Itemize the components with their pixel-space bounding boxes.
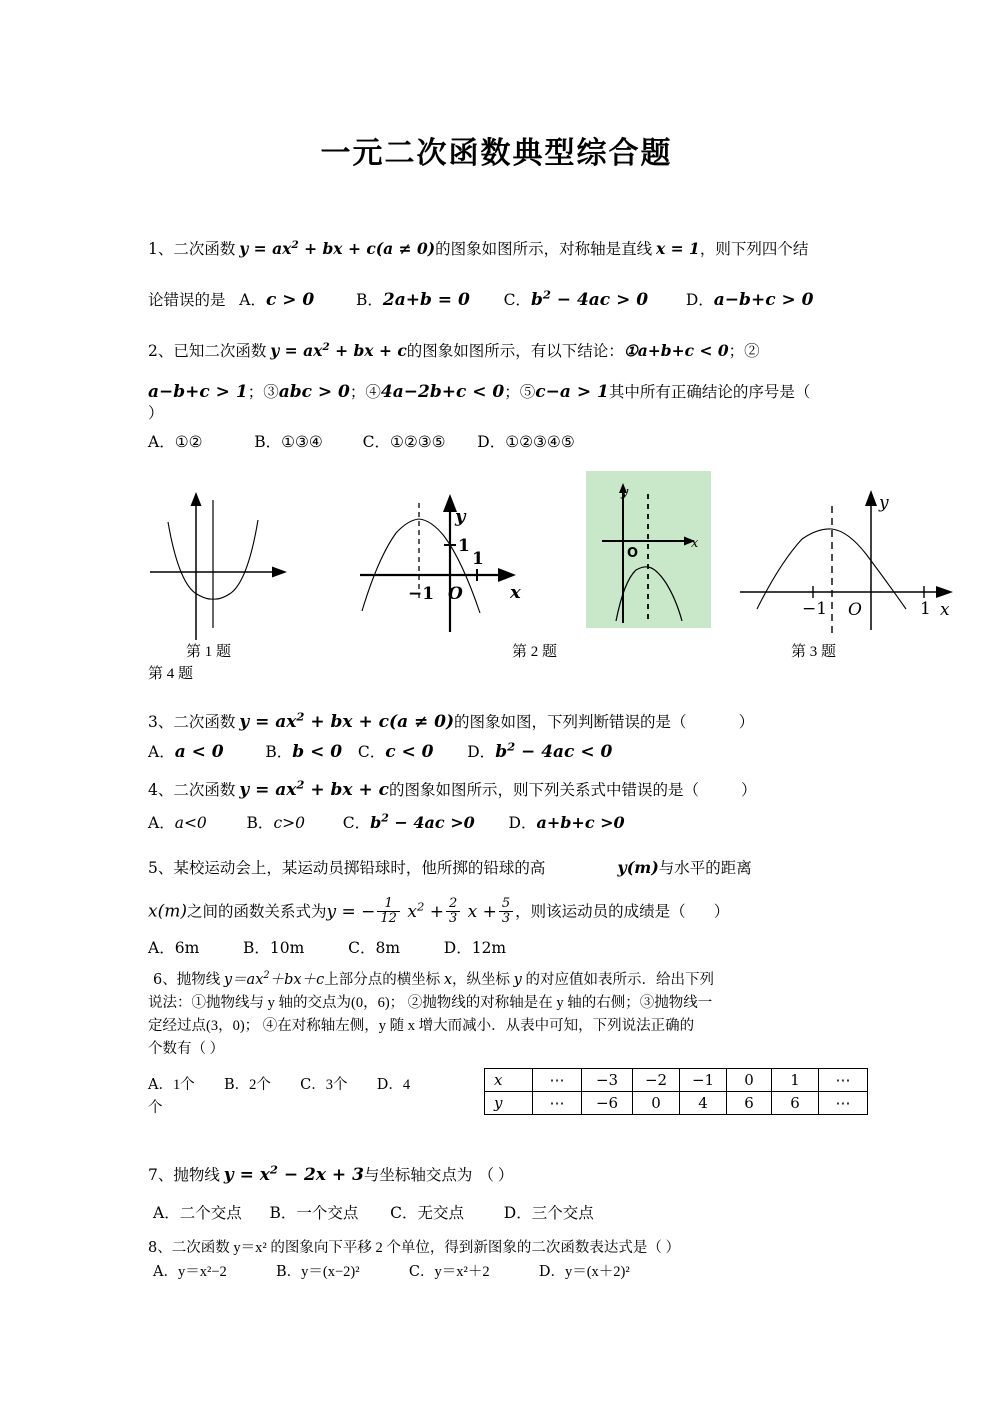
svg-text:O: O <box>627 546 639 561</box>
question-3-stem-a: 二次函数 <box>173 714 240 731</box>
table-cell: 1 <box>772 1069 819 1092</box>
question-2-option-a-text[interactable]: ①② <box>174 434 203 451</box>
question-3-option-a-label[interactable]: A． <box>148 743 175 761</box>
question-6-stem-line4: 个数有（ ） <box>148 1041 225 1057</box>
question-4-number: 4、 <box>148 781 174 799</box>
table-cell: 0 <box>633 1092 680 1115</box>
question-5-option-d-label[interactable]: D． <box>443 939 472 957</box>
question-3-formula: $y = ax^2$ + bx + c(a ≠ 0) <box>239 709 455 732</box>
question-5-option-b-text[interactable]: 10m <box>269 939 305 957</box>
question-5-stem-line2 <box>148 898 729 926</box>
question-2-concl-5: c−a > 1 <box>535 382 609 402</box>
question-1-stem <box>148 236 848 263</box>
question-6-line1-c: ，纵坐标 <box>452 972 514 988</box>
question-2-option-d-text[interactable]: ①②③④⑤ <box>505 434 575 451</box>
question-3-option-d-text[interactable]: $b^2 - 4ac < 0$ <box>495 739 613 762</box>
question-6-option-c-label[interactable]: C． <box>300 1077 326 1093</box>
question-8-option-b-label[interactable]: B． <box>276 1264 302 1280</box>
question-5-stem-c: 之间的函数关系式为 <box>186 903 327 921</box>
question-8-stem <box>148 1238 680 1258</box>
question-4-option-c-label[interactable]: C． <box>342 814 371 832</box>
question-5-stem-a: 某校运动会上，某运动员掷铅球时，他所掷的铅球的高 <box>173 860 546 877</box>
question-3-option-d-label[interactable]: D． <box>467 743 496 761</box>
question-1-option-b-label[interactable]: B． <box>356 291 383 309</box>
svg-text:x: x <box>940 600 950 620</box>
question-6-option-a-text[interactable]: 1个 <box>172 1077 195 1093</box>
question-5-option-b-label[interactable]: B． <box>243 939 270 957</box>
question-2-concl-3: abc > 0 <box>278 382 350 402</box>
question-5-option-c-label[interactable]: C． <box>348 939 376 957</box>
question-6-stem-line3: 定经过点(3，0)； ④在对称轴左侧，y 随 x 增大而减小．从表中可知，下列说法正确的 <box>148 1018 695 1034</box>
question-4-option-c-text[interactable]: $b^2 - 4ac >0$ <box>370 811 475 832</box>
question-4-stem <box>148 777 757 801</box>
question-6-data-table <box>484 1068 868 1115</box>
svg-text:1: 1 <box>920 599 931 619</box>
question-7-stem-c: （ ） <box>478 1167 514 1184</box>
question-3-option-a-text[interactable]: a < 0 <box>174 742 224 762</box>
question-6-stem-line1 <box>153 970 714 990</box>
question-2-sep-4: ；⑤ <box>504 383 536 401</box>
question-2-option-c-text[interactable]: ①②③⑤ <box>389 434 446 451</box>
question-6-option-b-label[interactable]: B． <box>223 1077 250 1093</box>
question-1-stem-d: 论错误的是 <box>148 292 226 309</box>
question-6-line1-b: 上部分点的横坐标 <box>324 972 444 988</box>
question-2-sep-2: ；③ <box>247 383 279 401</box>
question-7-option-b-label[interactable]: B． <box>269 1204 297 1222</box>
page-title: 一元二次函数典型综合题 <box>320 136 673 171</box>
question-4-option-d-text[interactable]: a+b+c >0 <box>536 813 625 832</box>
svg-text:O: O <box>448 584 463 604</box>
question-2-option-b-text[interactable]: ①③④ <box>281 434 323 451</box>
question-6-option-d-label[interactable]: D． <box>376 1077 403 1093</box>
question-7-option-a-label[interactable]: A． <box>153 1204 180 1222</box>
figure-1-parabola-up <box>150 480 295 640</box>
question-7-option-c-text[interactable]: 无交点 <box>417 1205 465 1222</box>
question-8-option-a-text[interactable]: y＝x²−2 <box>177 1264 227 1280</box>
table-cell: −1 <box>680 1069 727 1092</box>
question-5-frac1-den: 12 <box>380 910 397 926</box>
question-2-conclusions <box>148 382 810 402</box>
question-5-frac2-num: 2 <box>446 897 460 912</box>
question-3-options <box>148 739 613 763</box>
question-7-option-d-label[interactable]: D． <box>503 1204 532 1222</box>
question-6-options-overflow: 个 <box>148 1100 163 1116</box>
figure-4-parabola-down-below-axis <box>586 471 711 628</box>
question-6-var-x: x <box>443 972 453 988</box>
question-7-option-d-text[interactable]: 三个交点 <box>531 1205 594 1222</box>
question-1-formula: $y = ax^2$ + bx + c(a ≠ 0) <box>239 238 436 258</box>
question-6-option-b-text[interactable]: 2个 <box>249 1077 271 1093</box>
question-1-option-d-label[interactable]: D． <box>685 291 714 309</box>
question-3-stem-c: ） <box>738 714 755 731</box>
question-4-stem-a: 二次函数 <box>173 782 240 799</box>
question-1-option-c-text[interactable]: $b^2 - 4ac > 0$ <box>530 287 649 310</box>
question-8-stem-a: 二次函数 y＝x² 的图象向下平移 2 个单位，得到新图象的二次函数表达式是（ ） <box>171 1240 680 1256</box>
question-4-stem-c: ） <box>741 782 757 799</box>
question-6-option-c-text[interactable]: 3个 <box>325 1077 348 1093</box>
question-4-options <box>148 813 625 834</box>
svg-text:x: x <box>691 536 699 551</box>
question-5-option-a-label[interactable]: A． <box>148 939 175 957</box>
question-4-option-d-label[interactable]: D． <box>508 814 537 832</box>
table-row-header-y: y <box>485 1092 533 1115</box>
question-6-options <box>148 1075 410 1095</box>
table-cell: −6 <box>582 1092 633 1115</box>
question-1-option-a-text[interactable]: c > 0 <box>265 290 315 310</box>
question-8-option-c-label[interactable]: C． <box>408 1264 435 1280</box>
table-cell: 6 <box>772 1092 819 1115</box>
question-4-option-a-label[interactable]: A． <box>148 814 175 832</box>
question-3-option-c-label[interactable]: C． <box>357 743 386 761</box>
question-8-option-d-text[interactable]: y＝(x＋2)² <box>564 1264 630 1280</box>
svg-text:y: y <box>455 506 466 527</box>
figure-3-caption: 第 3 题 <box>791 644 837 660</box>
question-1-stem-c: ，则下列四个结 <box>699 241 809 258</box>
svg-text:y: y <box>621 485 629 500</box>
svg-text:O: O <box>848 600 862 620</box>
question-5-number: 5、 <box>148 859 174 877</box>
question-1-option-b-text[interactable]: 2a+b = 0 <box>382 290 470 310</box>
figure-2-caption: 第 2 题 <box>512 644 558 660</box>
question-1-axis: x = 1 <box>655 239 700 258</box>
table-cell: ⋯ <box>533 1069 582 1092</box>
table-cell: −3 <box>582 1069 633 1092</box>
question-2-stem-b: 的图象如图所示，有以下结论： <box>406 343 624 360</box>
question-2-stem <box>148 338 848 365</box>
question-2-options <box>148 432 575 453</box>
question-7-option-a-text[interactable]: 二个交点 <box>179 1205 242 1222</box>
question-6-number: 6、 <box>153 972 177 988</box>
question-3-option-b-label[interactable]: B． <box>265 743 293 761</box>
figure-4-caption: 第 4 题 <box>148 666 194 682</box>
svg-text:1: 1 <box>458 536 470 556</box>
question-4-stem-b: 的图象如图所示，则下列关系式中错误的是（ <box>389 782 700 799</box>
figure-1-caption: 第 1 题 <box>186 644 232 660</box>
svg-text:1: 1 <box>472 549 484 569</box>
question-8-number: 8、 <box>148 1240 172 1256</box>
table-cell: 4 <box>680 1092 727 1115</box>
question-8-option-d-label[interactable]: D． <box>538 1264 565 1280</box>
question-2-formula: $y = ax^2$ + bx + c <box>270 340 407 360</box>
question-5-stem-line1 <box>148 858 752 879</box>
question-4-option-b-label[interactable]: B． <box>246 814 274 832</box>
question-6-var-y: y <box>513 972 522 988</box>
question-1-option-a-label[interactable]: A． <box>239 291 266 309</box>
question-7-number: 7、 <box>148 1166 174 1184</box>
question-6-line1-d: 的对应值如表所示．给出下列 <box>521 972 714 988</box>
question-2-option-d-label[interactable]: D． <box>477 433 506 451</box>
question-5-stem-d: ，则该运动员的成绩是（ <box>515 903 686 921</box>
question-5-option-d-text[interactable]: 12m <box>471 939 507 957</box>
table-cell: ⋯ <box>533 1092 582 1115</box>
question-6-line1-a: 抛物线 <box>176 972 224 988</box>
question-5-stem-b: 与水平的距离 <box>658 860 752 877</box>
table-row-header-x: x <box>485 1069 533 1092</box>
question-2-concl-1: ①a+b+c < 0 <box>623 341 729 360</box>
question-5-stem-e: ） <box>713 903 730 921</box>
question-7-formula: $y = x^2 - 2x + 3$ <box>223 1162 364 1185</box>
question-2-option-c-label[interactable]: C． <box>362 433 390 451</box>
question-2-sep-1: ；② <box>728 343 760 360</box>
question-2-sep-3: ；④ <box>349 383 381 401</box>
question-4-option-a-text[interactable]: a<0 <box>174 814 207 832</box>
question-1-option-c-label[interactable]: C． <box>503 291 531 309</box>
figure-3-parabola-down-wide <box>740 478 965 638</box>
question-2-stem-a: 已知二次函数 <box>173 343 271 360</box>
question-3-option-b-text[interactable]: b < 0 <box>292 742 343 762</box>
svg-text:−1: −1 <box>408 584 435 604</box>
table-cell: 0 <box>727 1069 772 1092</box>
question-5-formula: y = − $\frac{1}{12}$ $x^2$ + $\frac{2}{3}$ x + $\frac{5}{3}$ <box>327 902 516 922</box>
question-7-option-b-text[interactable]: 一个交点 <box>296 1205 359 1222</box>
question-1-option-d-text[interactable]: a−b+c > 0 <box>713 290 814 310</box>
question-5-option-a-text[interactable]: 6m <box>174 939 200 957</box>
question-4-option-b-text[interactable]: c>0 <box>273 814 305 832</box>
question-3-option-c-text[interactable]: c < 0 <box>385 742 434 762</box>
question-1-stem-a: 二次函数 <box>173 241 240 258</box>
svg-text:−1: −1 <box>802 599 828 619</box>
question-3-number: 3、 <box>148 713 174 731</box>
question-7-stem-b: 与坐标轴交点为 <box>363 1167 473 1184</box>
question-1-number: 1、 <box>148 240 174 258</box>
table-cell: ⋯ <box>819 1092 868 1115</box>
question-5-x-var: x(m) <box>148 901 187 922</box>
question-8-option-b-text[interactable]: y＝(x−2)² <box>301 1264 360 1280</box>
question-1-stem-b: 的图象如图所示，对称轴是直线 <box>435 241 656 258</box>
svg-text:x: x <box>510 582 521 603</box>
question-3-stem <box>148 709 755 733</box>
table-row <box>485 1069 868 1092</box>
question-7-stem-a: 抛物线 <box>173 1167 224 1184</box>
question-1-options <box>148 287 814 311</box>
question-2-option-b-label[interactable]: B． <box>254 433 282 451</box>
question-5-frac3-den: 3 <box>501 910 511 926</box>
question-5-frac2-den: 3 <box>448 910 458 926</box>
table-cell: ⋯ <box>819 1069 868 1092</box>
question-6-option-d-text[interactable]: 4 <box>402 1077 411 1093</box>
question-8-option-a-label[interactable]: A． <box>153 1264 178 1280</box>
question-2-option-a-label[interactable]: A． <box>148 433 175 451</box>
question-7-option-c-label[interactable]: C． <box>390 1204 418 1222</box>
table-cell: −2 <box>633 1069 680 1092</box>
question-2-tail2: ） <box>148 405 164 422</box>
question-3-stem-b: 的图象如图，下列判断错误的是（ <box>454 714 687 731</box>
question-5-option-c-text[interactable]: 8m <box>375 939 401 957</box>
figure-2-parabola-down <box>358 480 538 640</box>
question-5-frac1-num: 1 <box>377 897 400 912</box>
question-7-stem <box>148 1162 514 1186</box>
question-2-number: 2、 <box>148 342 174 360</box>
svg-text:y: y <box>879 493 889 513</box>
question-4-formula: $y = ax^2$ + bx + c <box>239 777 390 800</box>
question-5-options <box>148 938 506 959</box>
question-6-stem-line2: 说法：①抛物线与 y 轴的交点为(0，6)； ②抛物线的对称轴是在 y 轴的右侧；③抛物线一 <box>148 995 713 1011</box>
question-8-options <box>153 1262 630 1282</box>
question-2-tail: 其中所有正确结论的序号是（ <box>608 383 811 401</box>
question-7-options <box>153 1203 594 1224</box>
table-cell: 6 <box>727 1092 772 1115</box>
question-5-frac3-num: 5 <box>499 897 513 912</box>
question-5-y-var: y(m) <box>617 858 659 877</box>
question-6-formula: $y=ax^2+bx+c$ <box>223 970 325 988</box>
table-row <box>485 1092 868 1115</box>
question-8-option-c-text[interactable]: y＝x²＋2 <box>434 1264 490 1280</box>
question-2-concl-4: 4a−2b+c < 0 <box>380 382 505 402</box>
question-6-option-a-label[interactable]: A． <box>148 1077 173 1093</box>
question-2-concl-2: a−b+c > 1 <box>148 382 248 402</box>
